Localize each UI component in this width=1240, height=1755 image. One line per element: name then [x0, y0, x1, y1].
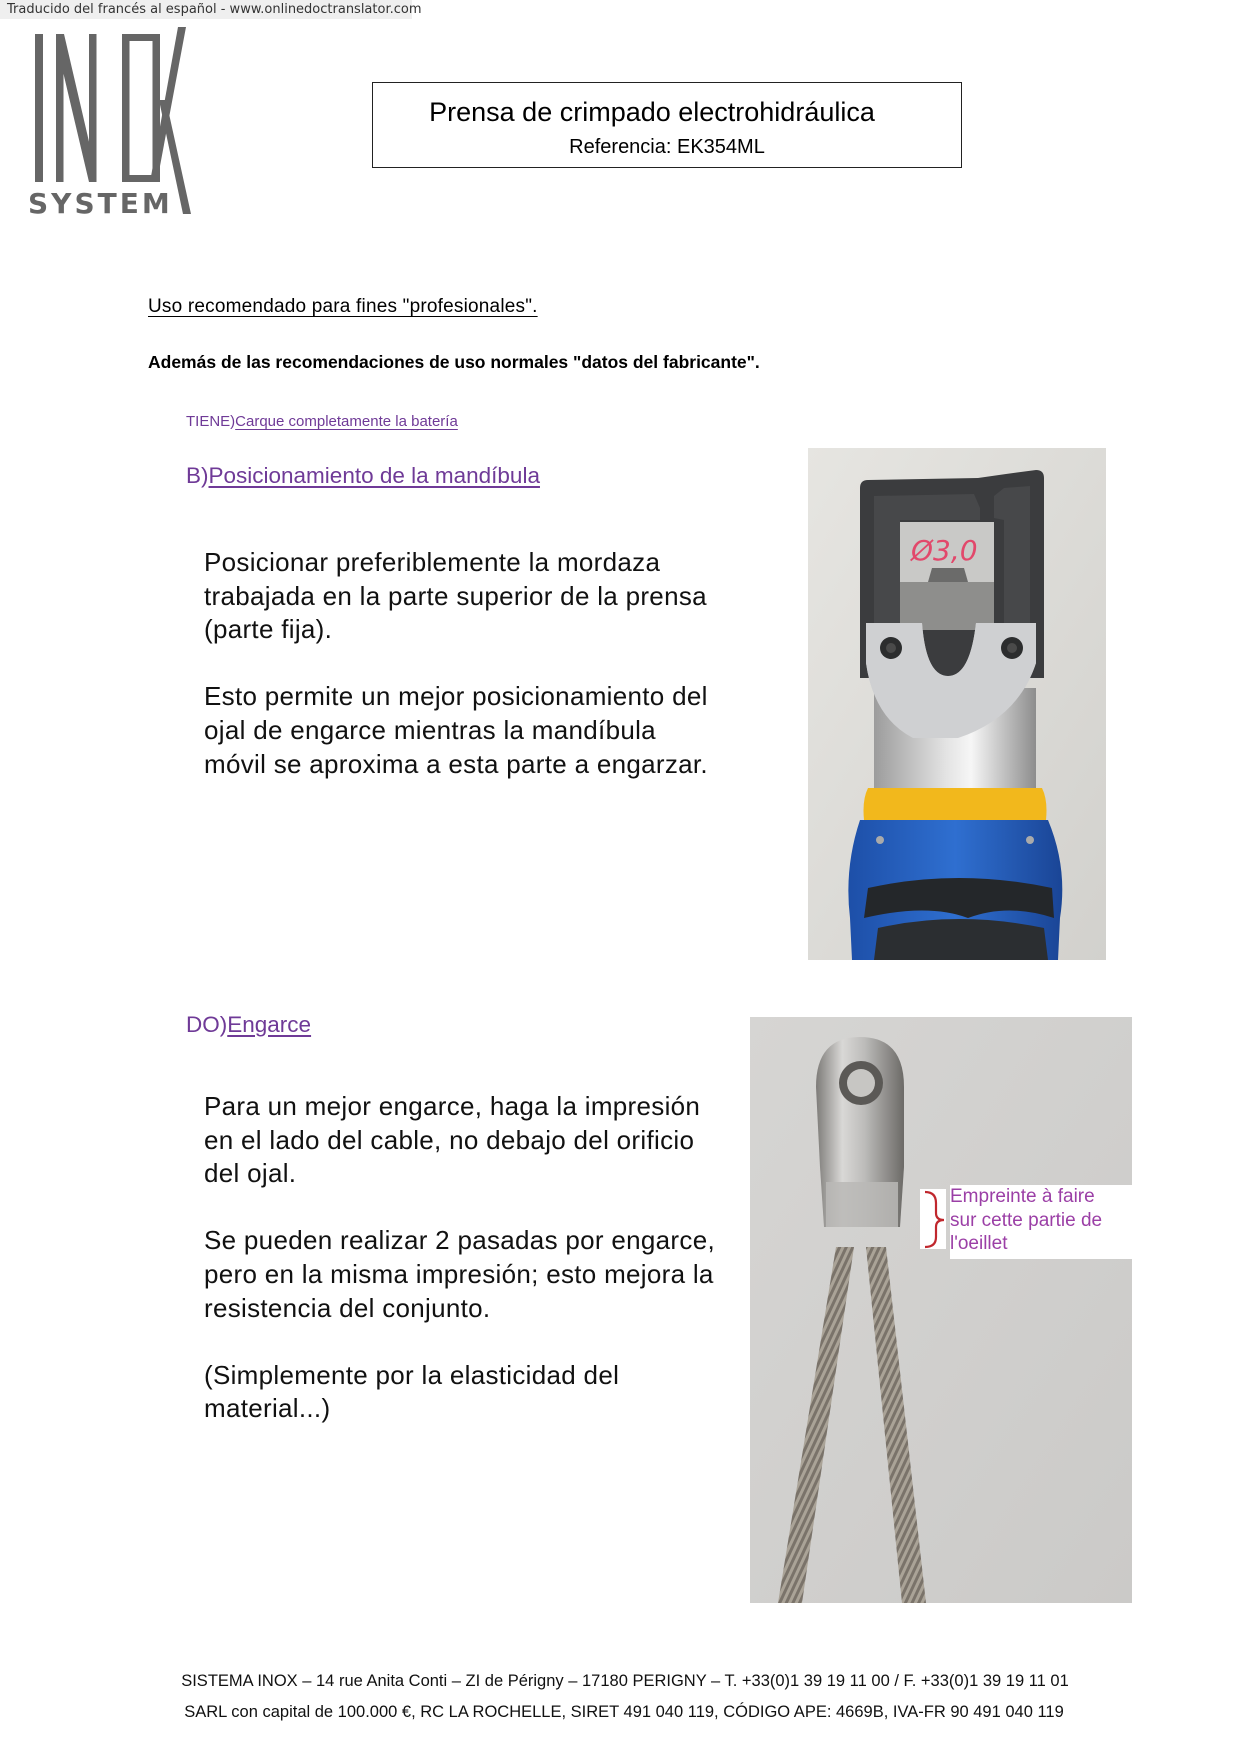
step-c-prefix: DO) — [186, 1012, 228, 1037]
step-b-paragraph: Esto permite un mejor posicionamiento del ojal de engarce mientras la mandíbula móvil se aproxima a esta parte a engarzar. — [204, 681, 708, 779]
annotation-line: Empreinte à faire — [950, 1186, 1095, 1207]
step-b-body — [204, 546, 724, 781]
annotation-line: sur cette partie de — [950, 1209, 1103, 1231]
document-title: Prensa de crimpado electrohidráulica — [429, 97, 875, 127]
step-b-title[interactable]: Posicionamiento de la mandíbula — [208, 463, 540, 488]
footer-address: SISTEMA INOX – 14 rue Anita Conti – ZI de Périgny – 17180 PERIGNY – T. +33(0)1 39 19 11 00 / F. +33(0)1 39 19 11 01 — [181, 1672, 1069, 1690]
step-c-title[interactable]: Engarce — [227, 1012, 312, 1037]
step-a-heading — [186, 412, 458, 432]
step-b-heading — [186, 462, 540, 490]
yellow-collar — [864, 788, 1047, 820]
translation-banner[interactable] — [0, 0, 422, 19]
step-a-title[interactable]: Carque completamente la batería — [235, 413, 458, 430]
banner-text: Traducido del francés al español - www.onlinedoctranslator.com — [7, 2, 422, 17]
die-size-label: Ø3,0 — [911, 534, 978, 567]
photo-annotation — [950, 1185, 1132, 1259]
step-c-paragraph: (Simplemente por la elasticidad del material...) — [204, 1359, 620, 1424]
manufacturer-note: Además de las recomendaciones de uso normales "datos del fabricante". — [148, 352, 760, 372]
footer-legal: SARL con capital de 100.000 €, RC LA ROCHELLE, SIRET 491 040 119, CÓDIGO APE: 4669B, IVA-FR 90 491 040 119 — [184, 1703, 1064, 1721]
crimping-press-photo — [808, 448, 1106, 960]
inox-system-logo — [26, 24, 216, 216]
step-c-paragraph: Se pueden realizar 2 pasadas por engarce, pero en la misma impresión; esto mejora la resistencia del conjunto. — [204, 1225, 715, 1323]
brace-marker — [920, 1189, 946, 1249]
step-a-prefix: TIENE) — [186, 413, 236, 430]
step-c-heading — [186, 1011, 311, 1039]
step-b-prefix: B) — [186, 463, 209, 488]
annotation-line: l'oeillet — [950, 1233, 1008, 1254]
document-title-box — [372, 82, 962, 168]
usage-note: Uso recomendado para fines "profesionales". — [148, 296, 538, 317]
product-reference: Referencia: EK354ML — [569, 136, 765, 158]
step-c-body — [204, 1090, 724, 1426]
logo-text-system: SYSTEM — [28, 187, 173, 216]
step-b-paragraph: Posicionar preferiblemente la mordaza trabajada en la parte superior de la prensa (parte fija). — [204, 547, 707, 645]
step-c-paragraph: Para un mejor engarce, haga la impresión en el lado del cable, no debajo del orificio del ojal. — [204, 1091, 701, 1189]
crimped-eyelet-photo — [750, 1017, 1132, 1603]
